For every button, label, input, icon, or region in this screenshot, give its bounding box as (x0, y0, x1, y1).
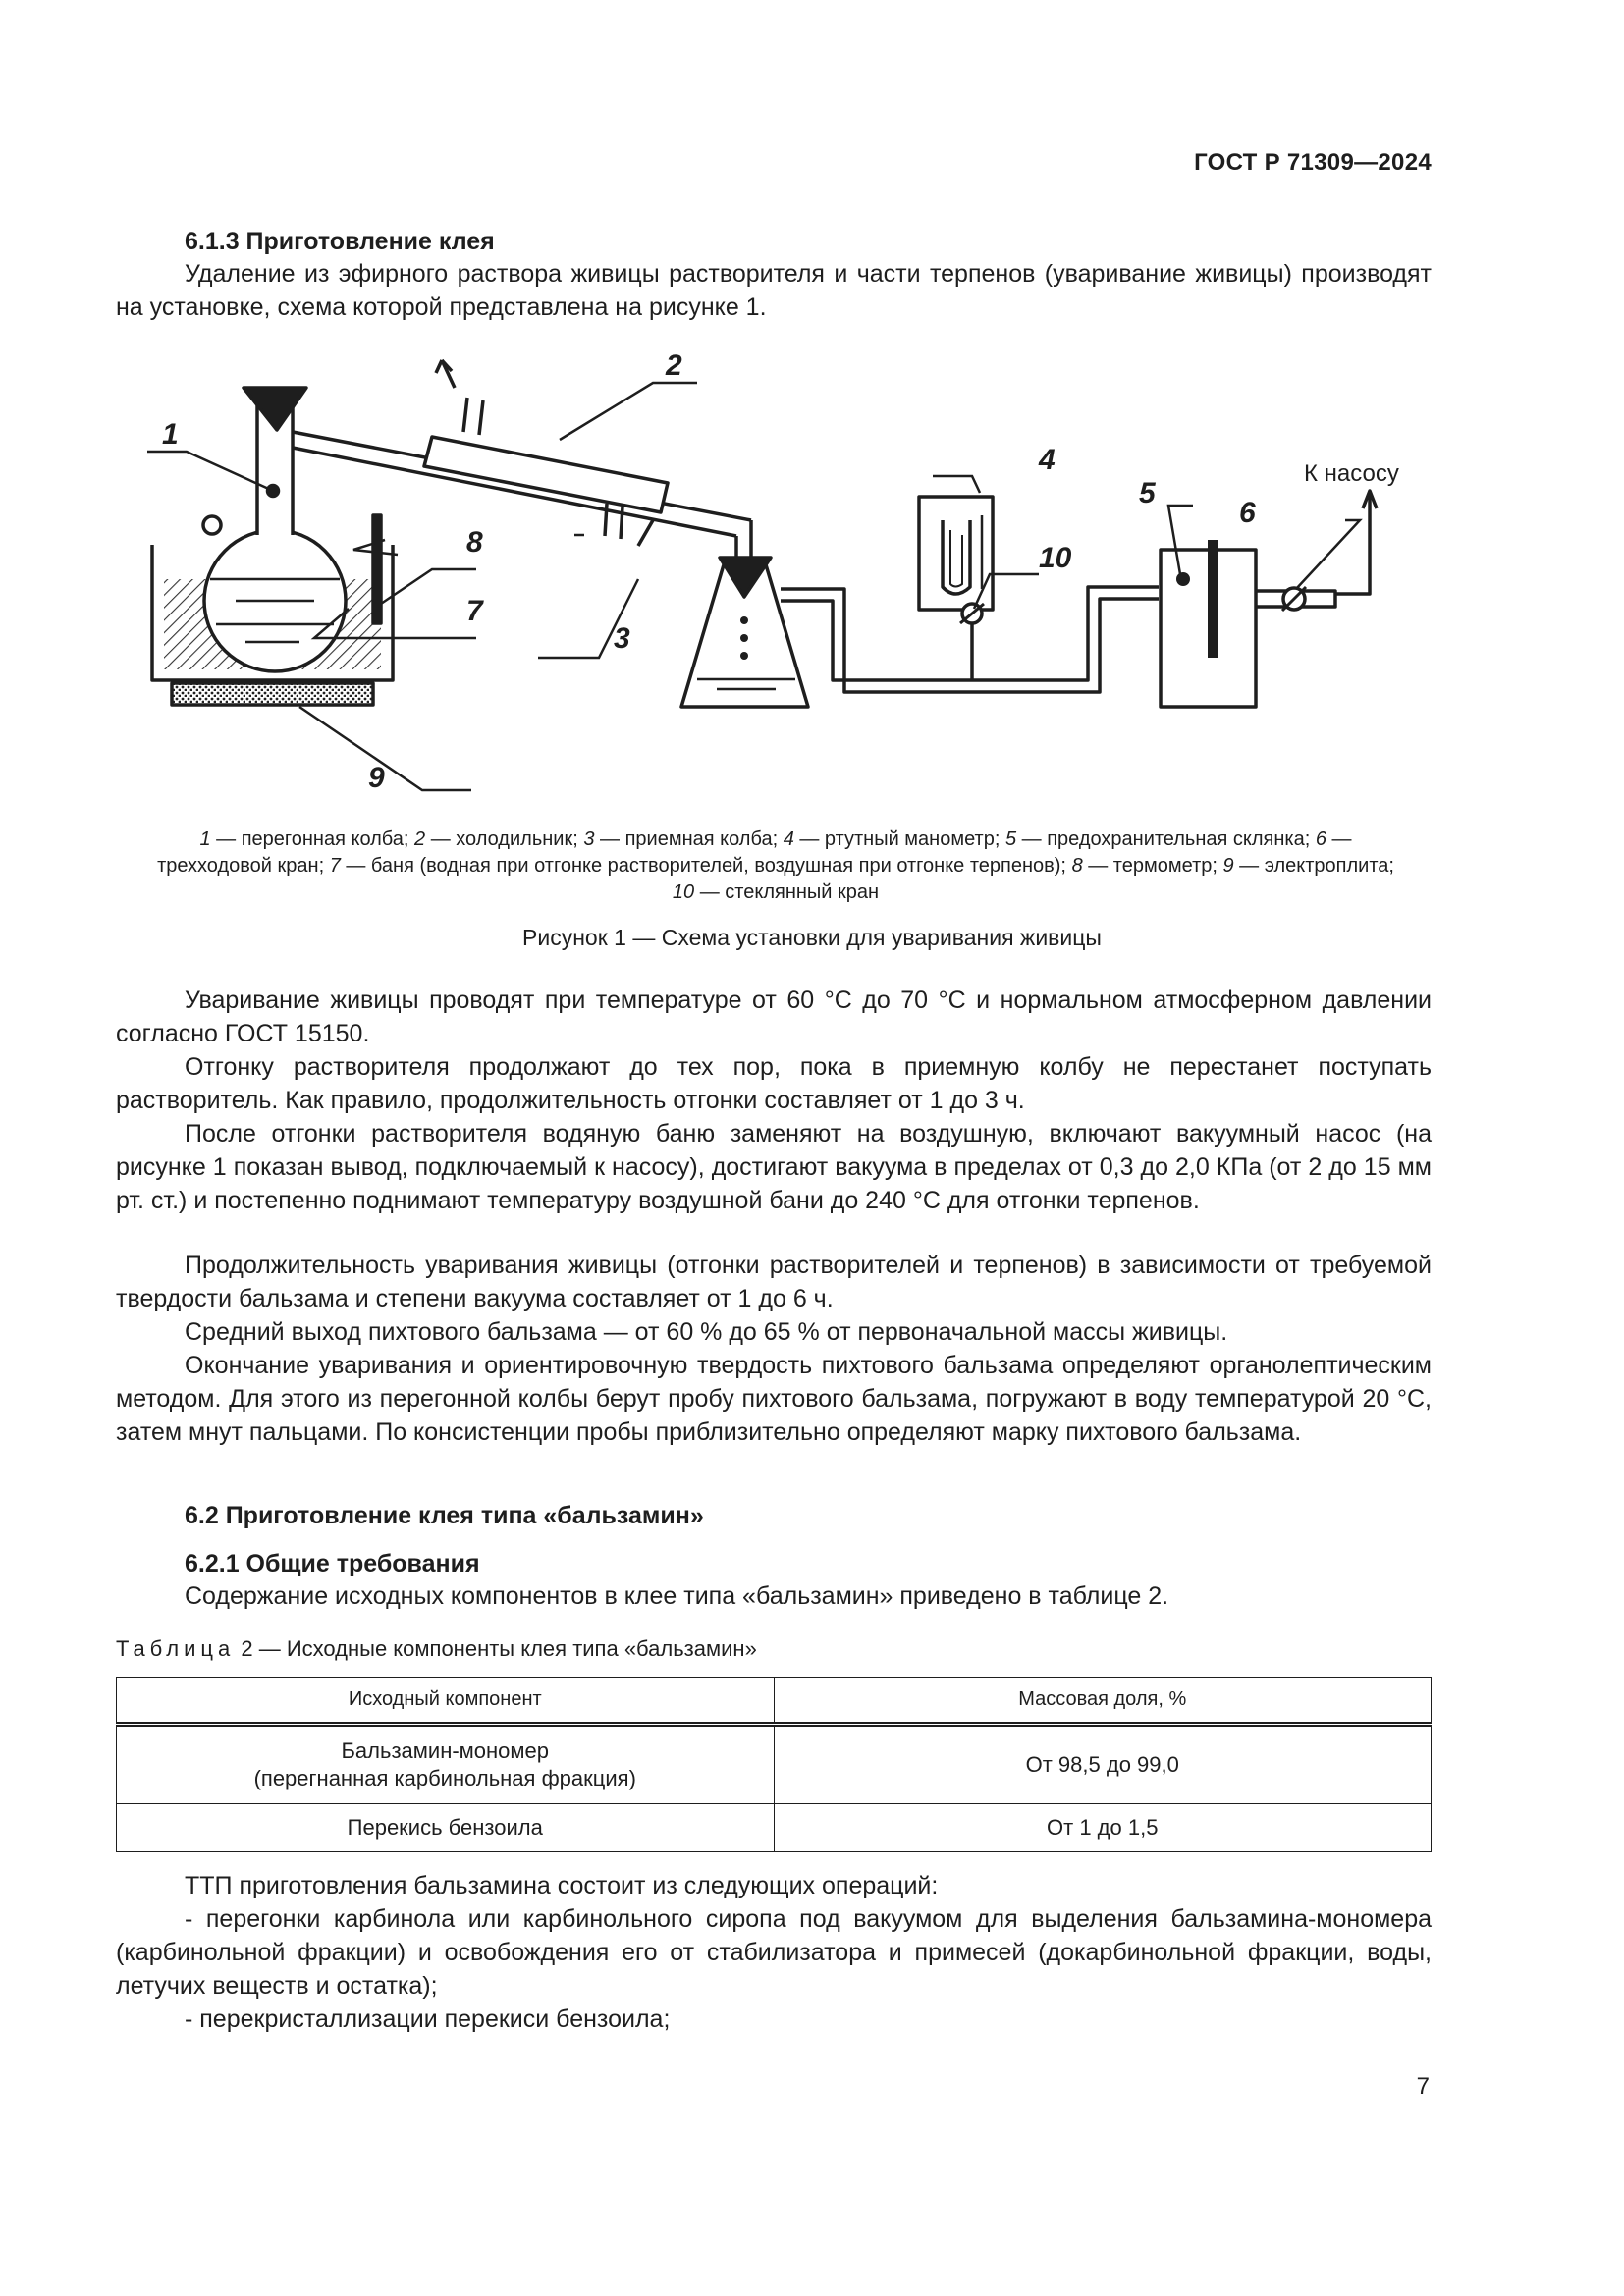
table-2 (116, 1677, 1432, 1852)
receiving-flask (681, 558, 808, 707)
label-1: 1 (162, 418, 179, 451)
legend-text-5: — предохранительная склянка; (1016, 828, 1316, 850)
table-row (117, 1725, 1432, 1804)
table-header-component: Исходный компонент (117, 1678, 775, 1725)
legend-num-10: 10 (672, 881, 695, 903)
legend-text-1: — перегонная колба; (210, 828, 415, 850)
legend-text-7: — баня (водная при отгонке растворителей, воздушная при отгонке терпенов); (340, 855, 1072, 877)
mercury-manometer (919, 497, 993, 680)
legend-num-5: 5 (1004, 828, 1017, 850)
section-6-2-1-title: 6.2.1 Общие требования (185, 1550, 480, 1577)
legend-text-4: — ртутный манометр; (793, 828, 1005, 850)
legend-text-10: — стеклянный кран (694, 881, 880, 903)
legend-text-2: — холодильник; (425, 828, 584, 850)
table-caption-rest: 2 — Исходные компоненты клея типа «бальзамин» (235, 1636, 757, 1661)
flask-funnel-icon (244, 388, 306, 430)
paragraph-end-of-boiling: Окончание уваривания и ориентировочную твердость пихтового бальзама определяют органолептическим методом. Для этого из перегонной колбы берут пробу пихтового бальзама, погружают в воду температурой 20 °С, затем мнут пальцами. По консистенции пробы приблизительно определяют марку пихтового бальзама. (116, 1352, 1432, 1446)
label-9: 9 (368, 762, 385, 794)
paragraph-yield: Средний выход пихтового бальзама — от 60 % до 65 % от первоначальной массы живицы. (185, 1318, 1228, 1346)
condenser (424, 360, 668, 546)
pump-label: К насосу (1304, 460, 1399, 487)
paragraph-solvent-distillation: Отгонку растворителя продолжают до тех пор, пока в приемную колбу не перестанет поступать растворитель. Как правило, продолжительность отгонки составляет от 1 до 3 ч. (116, 1053, 1432, 1114)
thermometer (373, 515, 381, 623)
table-2-caption (116, 1636, 757, 1662)
table-header-mass-share: Массовая доля, % (774, 1678, 1432, 1725)
legend-num-6: 6 (1315, 828, 1326, 850)
table-row (117, 1804, 1432, 1852)
label-6: 6 (1239, 497, 1256, 529)
label-4: 4 (1039, 444, 1056, 476)
section-6-1-3-intro: Удаление из эфирного раствора живицы растворителя и части терпенов (уваривание живицы) производят на установке, схема которой представлена на рисунке 1. (116, 260, 1432, 321)
section-6-1-3-title: 6.1.3 Приготовление клея (185, 228, 495, 255)
table-cell-component: Перекись бензоила (117, 1804, 775, 1852)
legend-text-9: — электроплита; (1233, 855, 1394, 877)
ttp-item-recrystallization: - перекристаллизации перекиси бензоила; (185, 2005, 671, 2033)
legend-num-2: 2 (414, 828, 426, 850)
paragraph-duration: Продолжительность уваривания живицы (отгонки растворителей и терпенов) в зависимости от требуемой твердости бальзама и степени вакуума составляет от 1 до 6 ч. (116, 1252, 1432, 1312)
label-2: 2 (666, 349, 682, 382)
table-cell-share: От 98,5 до 99,0 (774, 1725, 1432, 1804)
legend-num-4: 4 (783, 828, 794, 850)
paragraph-vacuum: После отгонки растворителя водяную баню заменяют на воздушную, включают вакуумный насос (на рисунке 1 показан вывод, подключаемый к насосу), достигают вакуума в пределах от 0,3 до 2,0 КПа (от 2 до 15 мм рт. ст.) и постепенно поднимают температуру воздушной бани до 240 °С для отгонки терпенов. (116, 1120, 1432, 1214)
legend-num-3: 3 (583, 828, 595, 850)
label-5: 5 (1139, 477, 1156, 509)
legend-text-6: — трехходовой кран; (157, 828, 1352, 877)
table-cell-component (117, 1725, 775, 1804)
three-way-valve (1256, 491, 1377, 611)
table-cell-share: От 1 до 1,5 (774, 1804, 1432, 1852)
standard-designation: ГОСТ Р 71309—2024 (1194, 149, 1432, 176)
ttp-intro: ТТП приготовления бальзамина состоит из следующих операций: (185, 1872, 939, 1899)
legend-num-1: 1 (199, 828, 211, 850)
section-6-2-title: 6.2 Приготовление клея типа «бальзамин» (185, 1502, 704, 1529)
section-6-2-1-intro: Содержание исходных компонентов в клее типа «бальзамин» приведено в таблице 2. (185, 1582, 1169, 1610)
component-line-1: Бальзамин-мономер (341, 1738, 550, 1763)
safety-flask (1161, 540, 1256, 707)
legend-num-8: 8 (1071, 855, 1083, 877)
legend-text-8: — термометр; (1082, 855, 1223, 877)
distillation-apparatus-diagram (128, 344, 1434, 805)
label-3: 3 (614, 622, 630, 655)
legend-num-7: 7 (329, 855, 341, 877)
figure-legend (147, 827, 1404, 906)
label-8: 8 (466, 526, 483, 559)
label-10: 10 (1039, 542, 1072, 574)
paragraph-boiling-temperature: Уваривание живицы проводят при температуре от 60 °С до 70 °С и нормальном атмосферном давлении согласно ГОСТ 15150. (116, 987, 1432, 1047)
legend-num-9: 9 (1222, 855, 1234, 877)
ttp-item-distillation: - перегонки карбинола или карбинольного сиропа под вакуумом для выделения бальзамина-мономера (карбинольной фракции) и освобождения его от стабилизатора и примесей (докарбинольной фракции, воды, летучих веществ и остатка); (116, 1905, 1432, 2000)
figure-caption: Рисунок 1 — Схема установки для уваривания живицы (522, 925, 1102, 950)
page-number: 7 (1416, 2073, 1430, 2100)
table-caption-prefix: Таблица (116, 1636, 236, 1661)
distillation-flask (203, 402, 346, 671)
legend-text-3: — приемная колба; (594, 828, 784, 850)
component-line-2: (перегнанная карбинольная фракция) (253, 1766, 636, 1790)
hot-plate (172, 683, 373, 705)
label-7: 7 (466, 595, 483, 627)
